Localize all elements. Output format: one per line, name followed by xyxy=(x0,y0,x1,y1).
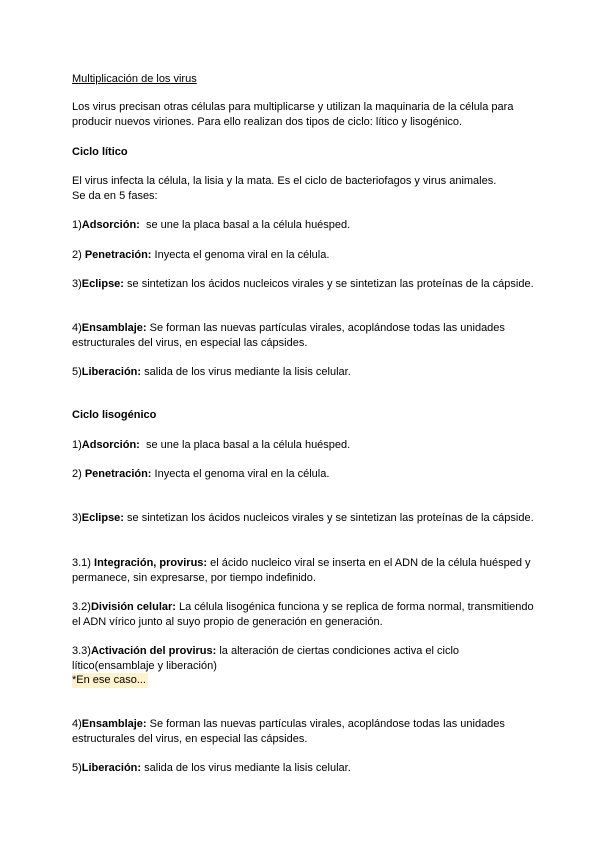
lysogenic-phase-4: 4)Ensamblaje: Se forman las nuevas partículas virales, acoplándose todas las unidades estructurales del virus, en especial las cápsides. xyxy=(72,718,505,745)
phase-name: Liberación: xyxy=(81,366,142,378)
lytic-phase-2: 2) Penetración: Inyecta el genoma viral en la célula. xyxy=(72,249,330,261)
phase-name: Ensamblaje: xyxy=(81,322,147,334)
phase-name: Eclipse: xyxy=(81,278,124,290)
lysogenic-phase-3-1: 3.1) Integración, provirus: el ácido nucleico viral se inserta en el ADN de la célula huésped y permanece, sin expresarse, por tiempo indefinido. xyxy=(72,557,531,584)
lytic-description-line-1: El virus infecta la célula, la lisia y la mata. Es el ciclo de bacteriofagos y virus animales. xyxy=(72,175,497,187)
lytic-phase-3: 3)Eclipse: se sintetizan los ácidos nucleicos virales y se sintetizan las proteínas de la cápside. xyxy=(72,278,534,290)
lysogenic-phase-3-2: 3.2)División celular: La célula lisogénica funciona y se replica de forma normal, transmitiendo el ADN vírico junto al suyo propio de generación en generación. xyxy=(72,601,534,628)
lysogenic-phase-5: 5)Liberación: salida de los virus mediante la lisis celular. xyxy=(72,762,351,774)
lysogenic-phase-2: 2) Penetración: Inyecta el genoma viral en la célula. xyxy=(72,468,330,480)
lytic-phase-1: 1)Adsorción: se une la placa basal a la célula huésped. xyxy=(72,219,351,231)
lytic-description xyxy=(72,174,542,203)
highlighted-text: *En ese caso... xyxy=(72,674,146,686)
lysogenic-phase-3: 3)Eclipse: se sintetizan los ácidos nucleicos virales y se sintetizan las proteínas de la cápside. xyxy=(72,512,534,524)
phase-name: División celular: xyxy=(90,601,176,613)
phase-name: Adsorción: xyxy=(81,439,140,451)
lysogenic-phase-1: 1)Adsorción: se une la placa basal a la célula huésped. xyxy=(72,439,351,451)
lysogenic-heading: Ciclo lisogénico xyxy=(72,409,157,421)
lytic-phase-5: 5)Liberación: salida de los virus mediante la lisis celular. xyxy=(72,366,351,378)
highlight-note xyxy=(72,673,542,688)
phase-name: Adsorción: xyxy=(81,219,140,231)
lytic-phase-4: 4)Ensamblaje: Se forman las nuevas partículas virales, acoplándose todas las unidades estructurales del virus, en especial las cápsides. xyxy=(72,322,505,349)
phase-name: Ensamblaje: xyxy=(81,718,147,730)
phase-name: Activación del provirus: xyxy=(90,645,217,657)
phase-name: Penetración: xyxy=(84,249,152,261)
phase-name: Eclipse: xyxy=(81,512,124,524)
lytic-description-line-2: Se da en 5 fases: xyxy=(72,189,158,202)
lysogenic-phase-3-3: 3.3)Activación del provirus: la alteración de ciertas condiciones activa el ciclo lítico(ensamblaje y liberación) xyxy=(72,645,460,672)
phase-name: Integración, provirus: xyxy=(94,557,208,569)
phase-name: Liberación: xyxy=(81,762,142,774)
phase-name: Penetración: xyxy=(84,468,152,480)
lytic-heading: Ciclo lítico xyxy=(72,146,128,158)
intro-paragraph: Los virus precisan otras células para multiplicarse y utilizan la maquinaria de la célula para producir nuevos viriones. Para ello realizan dos tipos de ciclo: lítico y lisogénico. xyxy=(72,101,514,128)
document-title: Multiplicación de los virus xyxy=(72,73,197,85)
